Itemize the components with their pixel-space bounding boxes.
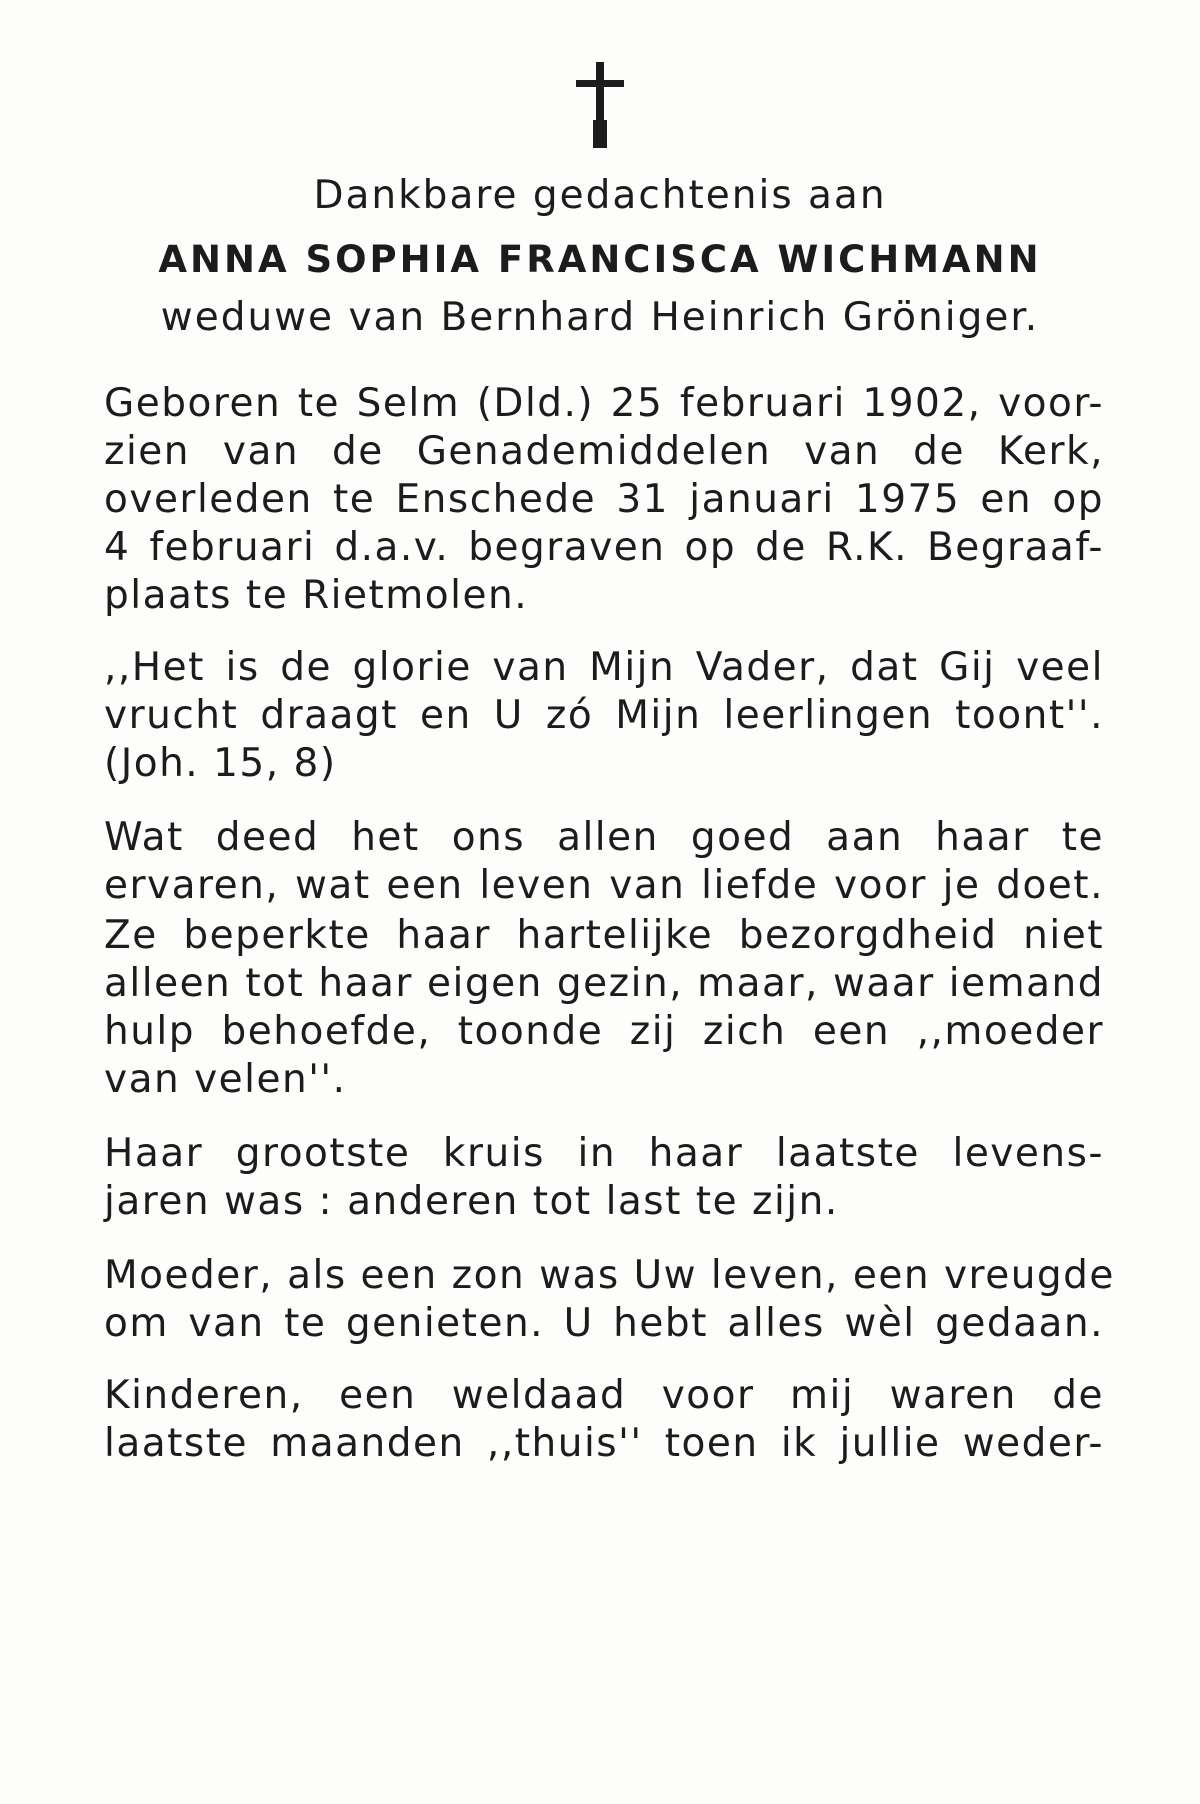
- paragraph-1-line-3: overleden te Enschede 31 januari 1975 en op: [104, 477, 1104, 522]
- paragraph-3-line-2: ervaren, wat een leven van liefde voor je doet.: [104, 863, 1104, 908]
- paragraph-2-line-1: ,,Het is de glorie van Mijn Vader, dat Gij veel: [104, 645, 1104, 690]
- paragraph-2-line-2: vrucht draagt en U zó Mijn leerlingen toont''.: [104, 693, 1104, 738]
- deceased-name: ANNA SOPHIA FRANCISCA WICHMANN: [158, 238, 1042, 281]
- paragraph-3-line-3: Ze beperkte haar hartelijke bezorgdheid niet: [104, 913, 1104, 958]
- paragraph-3-line-1: Wat deed het ons allen goed aan haar te: [104, 815, 1104, 860]
- paragraph-3-line-4: alleen tot haar eigen gezin, maar, waar iemand: [104, 961, 1104, 1006]
- paragraph-5-line-1: Moeder, als een zon was Uw leven, een vreugde: [104, 1253, 1115, 1298]
- intro-text: Dankbare gedachtenis aan: [313, 173, 887, 218]
- paragraph-5-line-2: om van te genieten. U hebt alles wèl gedaan.: [104, 1301, 1104, 1346]
- paragraph-1-line-2: zien van de Genademiddelen van de Kerk,: [104, 429, 1104, 474]
- paragraph-3-line-5: hulp behoefde, toonde zij zich een ,,moeder: [104, 1009, 1104, 1054]
- paragraph-2-line-3: (Joh. 15, 8): [104, 741, 337, 786]
- paragraph-6-line-2: laatste maanden ,,thuis'' toen ik jullie weder-: [104, 1421, 1104, 1466]
- paragraph-6-line-1: Kinderen, een weldaad voor mij waren de: [104, 1373, 1104, 1418]
- paragraph-4-line-2: jaren was : anderen tot last te zijn.: [104, 1179, 839, 1224]
- paragraph-1-line-1: Geboren te Selm (Dld.) 25 februari 1902, voor-: [104, 381, 1104, 426]
- paragraph-1-line-4: 4 februari d.a.v. begraven op de R.K. Begraaf-: [104, 525, 1104, 570]
- paragraph-4-line-1: Haar grootste kruis in haar laatste levens-: [104, 1131, 1104, 1176]
- paragraph-3-line-6: van velen''.: [104, 1057, 347, 1102]
- cross-icon: [568, 60, 632, 150]
- paragraph-1-line-5: plaats te Rietmolen.: [104, 573, 529, 618]
- widow-of-text: weduwe van Bernhard Heinrich Gröniger.: [160, 295, 1040, 340]
